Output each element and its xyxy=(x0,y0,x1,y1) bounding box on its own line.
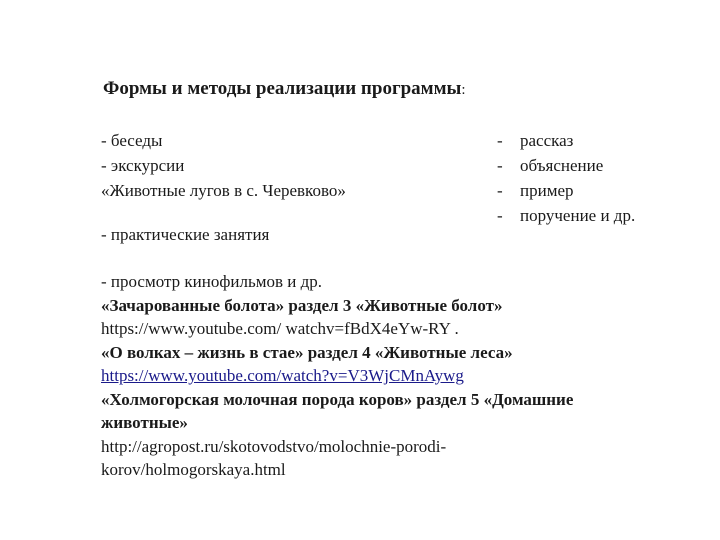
dash-bullet: - xyxy=(497,156,503,175)
title-text: Формы и методы реализации программы xyxy=(103,78,462,99)
dash-bullet: - xyxy=(497,181,503,200)
dash-bullet: - xyxy=(497,206,503,225)
list-item-explanation xyxy=(497,153,635,178)
right-list xyxy=(497,128,635,228)
list-item-conversations: - беседы xyxy=(101,131,163,150)
left-list xyxy=(101,128,346,203)
list-item-story xyxy=(497,128,635,153)
list-item-label: поручение и др. xyxy=(520,206,636,225)
list-item-practical: - практические занятия xyxy=(101,225,270,244)
film-title-swamps: «Зачарованные болота» раздел 3 «Животные болот» xyxy=(101,295,503,315)
list-item-excursions: - экскурсии xyxy=(101,156,185,175)
film-title-cows: «Холмогорская молочная порода коров» раздел 5 «Домашние xyxy=(101,389,574,409)
list-item-label: объяснение xyxy=(520,156,604,175)
film-title-wolves: «О волках – жизнь в стае» раздел 4 «Животные леса» xyxy=(101,342,513,362)
film-link-swamps[interactable]: https://www.youtube.com/ watchv=fBdX4eYw-RY . xyxy=(101,319,459,338)
list-item-label: пример xyxy=(520,181,574,200)
title-colon: : xyxy=(461,82,466,98)
films-section xyxy=(101,270,661,482)
film-link-cows-cont[interactable]: korov/holmogorskaya.html xyxy=(101,460,286,479)
slide-title xyxy=(103,78,466,100)
film-link-cows[interactable]: http://agropost.ru/skotovodstvo/molochnie-porodi- xyxy=(101,436,447,456)
list-item-label: рассказ xyxy=(520,131,574,150)
films-intro: - просмотр кинофильмов и др. xyxy=(101,272,322,291)
film-title-cows-cont: животные» xyxy=(101,413,188,432)
list-item-assignment xyxy=(497,203,635,228)
list-item-excursion-title: «Животные лугов в с. Черевково» xyxy=(101,181,346,200)
list-item-example xyxy=(497,178,635,203)
film-link-wolves[interactable]: https://www.youtube.com/watch?v=V3WjCMnAywg xyxy=(101,366,464,385)
dash-bullet: - xyxy=(497,131,503,150)
